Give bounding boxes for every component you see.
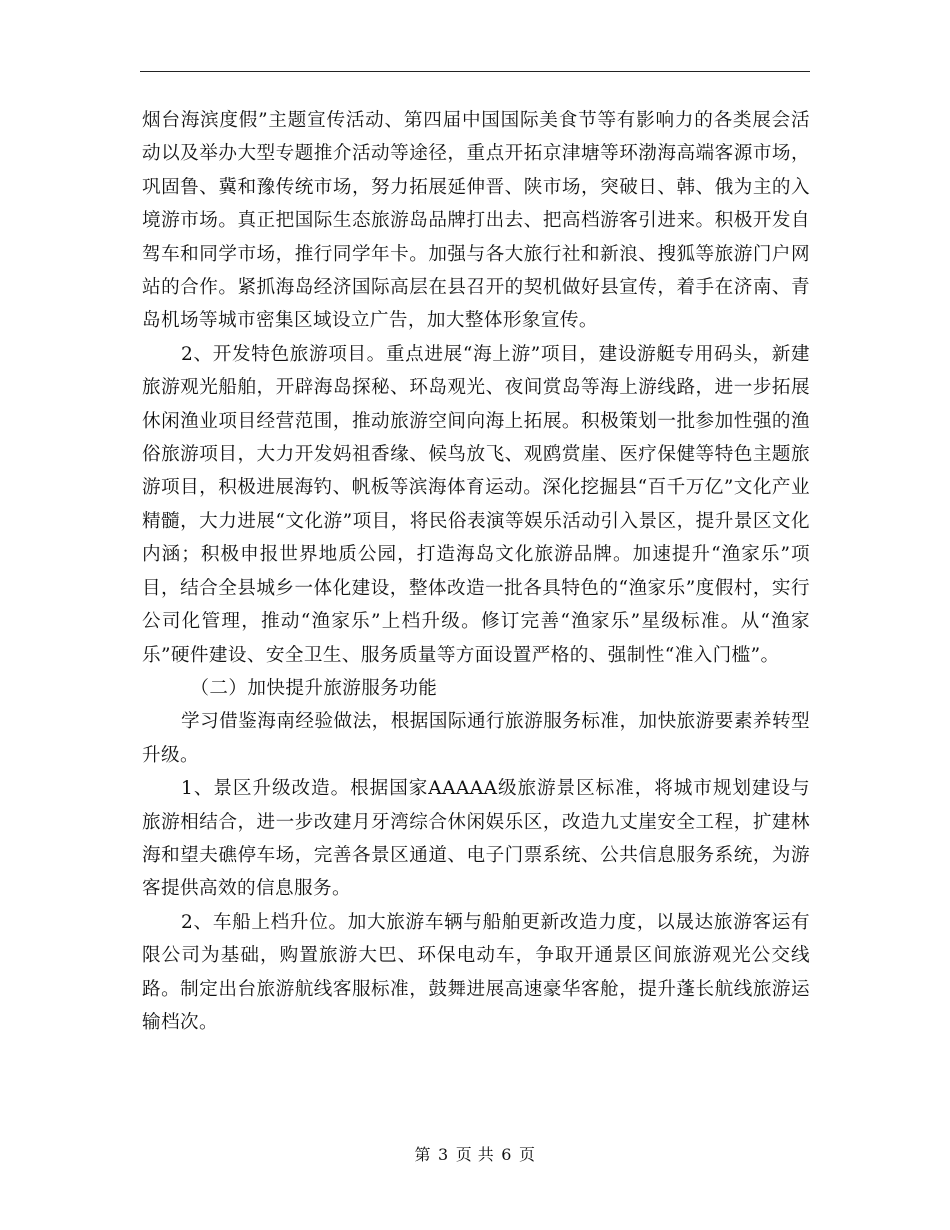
footer-total-pages: 6	[501, 1145, 512, 1164]
paragraph-vehicle-ship-upgrade: 2、车船上档升位。加大旅游车辆与船舶更新改造力度，以晟达旅游客运有限公司为基础，购置旅游大巴、环保电动车，争取开通景区间旅游观光公交线路。制定出台旅游航线客服标准，鼓舞进展高速豪华客舱，提升蓬长航线旅游运输档次。	[142, 911, 810, 1033]
footer-suffix: 页	[518, 1145, 536, 1164]
paragraph-hainan-experience: 学习借鉴海南经验做法，根据国际通行旅游服务标准，加快旅游要素养转型升级。	[142, 711, 810, 766]
footer-middle: 页 共	[455, 1145, 495, 1164]
section-heading-service-functions: （二）加快提升旅游服务功能	[190, 677, 438, 699]
paragraph-scenic-upgrade: 1、景区升级改造。根据国家AAAAA级旅游景区标准，将城市规划建设与旅游相结合，进一步改建月牙湾综合休闲娱乐区，改造九丈崖安全工程，扩建林海和望夫礁停车场，完善各景区通道、电子门票系统、公共信息服务系统，为游客提供高效的信息服务。	[142, 778, 810, 900]
footer-page-number: 3	[438, 1145, 449, 1164]
header-rule	[140, 71, 810, 72]
page-footer	[0, 1144, 950, 1166]
document-body	[142, 104, 810, 1039]
footer-prefix: 第	[414, 1145, 432, 1164]
paragraph-promotion-continued: 烟台海滨度假”主题宣传活动、第四届中国国际美食节等有影响力的各类展会活动以及举办大型专题推介活动等途径，重点开拓京津塘等环渤海高端客源市场，巩固鲁、冀和豫传统市场，努力拓展延伸晋、陕市场，突破日、韩、俄为主的入境游市场。真正把国际生态旅游岛品牌打出去、把高档游客引进来。积极开发自驾车和同学市场，推行同学年卡。加强与各大旅行社和新浪、搜狐等旅游门户网站的合作。紧抓海岛经济国际高层在县召开的契机做好县宣传，着手在济南、青岛机场等城市密集区域设立广告，加大整体形象宣传。	[142, 110, 810, 332]
paragraph-special-tourism-projects: 2、开发特色旅游项目。重点进展“海上游”项目，建设游艇专用码头，新建旅游观光船舶，开辟海岛探秘、环岛观光、夜间赏岛等海上游线路，进一步拓展休闲渔业项目经营范围，推动旅游空间向海上拓展。积极策划一批参加性强的渔俗旅游项目，大力开发妈祖香缘、候鸟放飞、观鸥赏崖、医疗保健等特色主题旅游项目，积极进展海钓、帆板等滨海体育运动。深化挖掘县“百千万亿”文化产业精髓，大力进展“文化游”项目，将民俗表演等娱乐活动引入景区，提升景区文化内涵；积极申报世界地质公园，打造海岛文化旅游品牌。加速提升“渔家乐”项目，结合全县城乡一体化建设，整体改造一批各具特色的“渔家乐”度假村，实行公司化管理，推动“渔家乐”上档升级。修订完善“渔家乐”星级标准。从“渔家乐”硬件建设、安全卫生、服务质量等方面设置严格的、强制性“准入门槛”。	[142, 343, 810, 666]
